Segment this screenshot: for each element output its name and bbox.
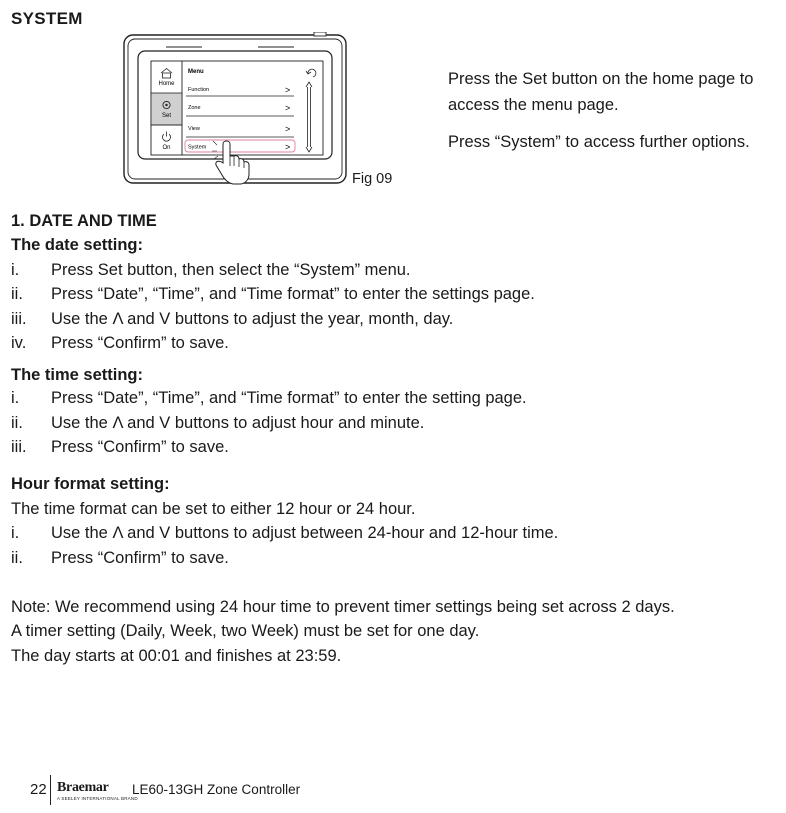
page-number: 22 xyxy=(30,781,47,798)
hour-format-description: The time format can be set to either 12 hour or 24 hour. xyxy=(11,500,416,518)
step-number: ii. xyxy=(11,285,23,303)
chevron-right-icon: > xyxy=(285,85,291,95)
step-number: iii. xyxy=(11,438,27,456)
chevron-right-icon: > xyxy=(285,124,291,134)
step-number: i. xyxy=(11,524,20,542)
step-number: i. xyxy=(11,261,20,279)
intro-line-2: access the menu page. xyxy=(448,96,619,114)
step-number: iv. xyxy=(11,334,27,352)
sidebar-label-home: Home xyxy=(158,81,175,87)
step-text: Use the Λ and V buttons to adjust between 24-hour and 12-hour time. xyxy=(51,524,559,542)
brand-logo: Braemar xyxy=(57,780,109,795)
menu-item-zone: Zone xyxy=(188,105,201,111)
chevron-right-icon: > xyxy=(285,142,291,152)
page-title: SYSTEM xyxy=(11,9,83,28)
step-text: Press “Date”, “Time”, and “Time format” to enter the settings page. xyxy=(51,285,535,303)
step-number: i. xyxy=(11,389,20,407)
step-number: ii. xyxy=(11,549,23,567)
note-line-3: The day starts at 00:01 and finishes at 23:59. xyxy=(11,647,342,665)
hour-format-title: Hour format setting: xyxy=(11,475,170,493)
step-text: Press “Confirm” to save. xyxy=(51,334,229,352)
figure-label: Fig 09 xyxy=(352,171,393,187)
brand-tagline: A SEELEY INTERNATIONAL BRAND xyxy=(57,796,138,801)
menu-item-view: View xyxy=(188,126,200,132)
date-setting-title: The date setting: xyxy=(11,236,144,254)
time-setting-title: The time setting: xyxy=(11,366,144,384)
note-line-1: Note: We recommend using 24 hour time to prevent timer settings being set across 2 days. xyxy=(11,598,675,616)
step-number: iii. xyxy=(11,310,27,328)
intro-line-3: Press “System” to access further options. xyxy=(448,133,750,151)
step-number: ii. xyxy=(11,414,23,432)
step-text: Press “Date”, “Time”, and “Time format” to enter the setting page. xyxy=(51,389,527,407)
intro-line-1: Press the Set button on the home page to xyxy=(448,70,754,88)
sidebar-label-on: On xyxy=(162,145,171,151)
device-illustration xyxy=(122,32,350,190)
note-line-2: A timer setting (Daily, Week, two Week) must be set for one day. xyxy=(11,622,480,640)
chevron-right-icon: > xyxy=(285,103,291,113)
step-text: Use the Λ and V buttons to adjust the year, month, day. xyxy=(51,310,454,328)
step-text: Press “Confirm” to save. xyxy=(51,549,229,567)
step-text: Press “Confirm” to save. xyxy=(51,438,229,456)
menu-title: Menu xyxy=(188,69,204,75)
sidebar-label-set: Set xyxy=(161,113,172,119)
step-text: Use the Λ and V buttons to adjust hour and minute. xyxy=(51,414,425,432)
footer-divider xyxy=(50,775,51,805)
menu-item-function: Function xyxy=(188,87,210,93)
section-title: 1. DATE AND TIME xyxy=(11,212,157,230)
menu-item-system: System xyxy=(188,144,207,151)
document-title: LE60-13GH Zone Controller xyxy=(132,782,301,797)
step-text: Press Set button, then select the “System” menu. xyxy=(51,261,411,279)
